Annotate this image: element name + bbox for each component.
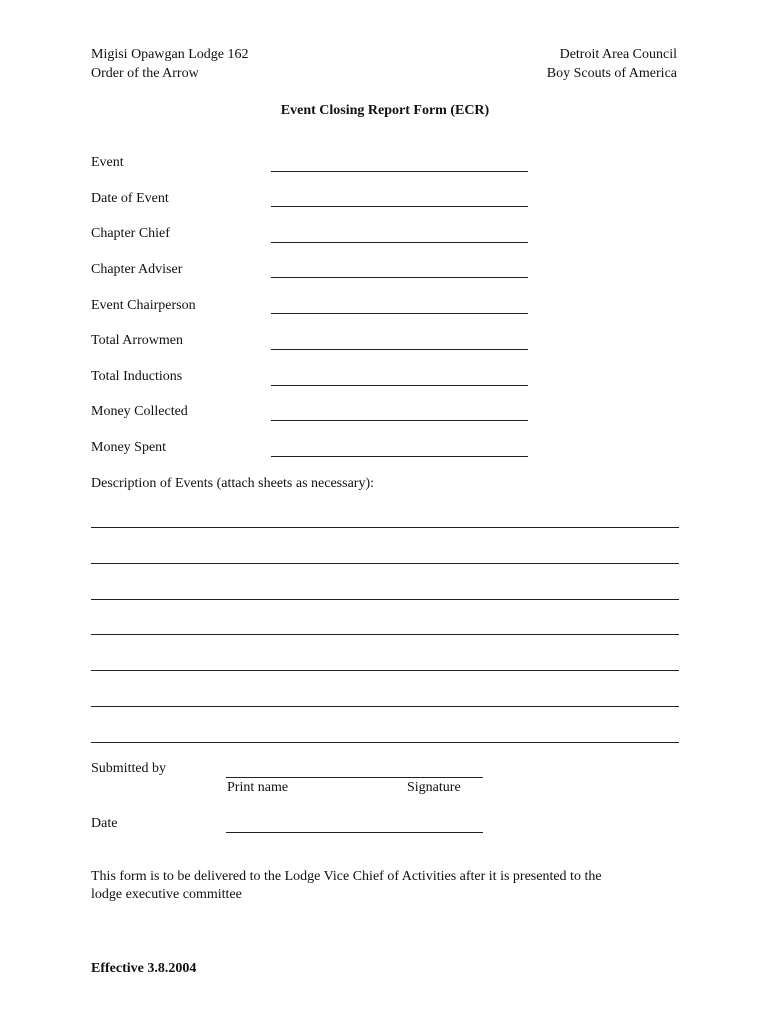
field-label-money-spent: Money Spent [91, 440, 167, 455]
form-title: Event Closing Report Form (ECR) [280, 103, 490, 118]
field-line-money-collected[interactable] [271, 420, 528, 421]
submitted-by-line[interactable] [226, 777, 483, 778]
lodge-name: Migisi Opawgan Lodge 162 [91, 47, 249, 62]
field-label-date-of-event: Date of Event [91, 191, 169, 206]
field-line-date-of-event[interactable] [271, 206, 528, 207]
signature-caption: Signature [407, 780, 461, 795]
date-line[interactable] [226, 832, 483, 833]
field-label-chapter-adviser: Chapter Adviser [91, 262, 183, 277]
print-name-caption: Print name [227, 780, 289, 795]
field-label-total-inductions: Total Inductions [91, 369, 183, 384]
scouts-name: Boy Scouts of America [546, 66, 677, 81]
field-line-event[interactable] [271, 171, 528, 172]
description-line[interactable] [91, 742, 679, 743]
field-line-chapter-adviser[interactable] [271, 277, 528, 278]
effective-date: Effective 3.8.2004 [91, 961, 197, 976]
description-line[interactable] [91, 706, 679, 707]
delivery-note-line2: lodge executive committee [91, 887, 242, 902]
field-label-total-arrowmen: Total Arrowmen [91, 333, 183, 348]
description-line[interactable] [91, 634, 679, 635]
field-label-event: Event [91, 155, 124, 170]
field-label-money-collected: Money Collected [91, 404, 188, 419]
submitted-by-label: Submitted by [91, 761, 167, 776]
description-label: Description of Events (attach sheets as necessary): [91, 476, 375, 491]
description-line[interactable] [91, 599, 679, 600]
field-label-event-chairperson: Event Chairperson [91, 298, 196, 313]
council-name: Detroit Area Council [559, 47, 677, 62]
field-line-money-spent[interactable] [271, 456, 528, 457]
date-label: Date [91, 816, 118, 831]
field-line-chapter-chief[interactable] [271, 242, 528, 243]
description-line[interactable] [91, 563, 679, 564]
field-label-chapter-chief: Chapter Chief [91, 226, 170, 241]
description-line[interactable] [91, 670, 679, 671]
description-line[interactable] [91, 527, 679, 528]
field-line-total-inductions[interactable] [271, 385, 528, 386]
field-line-total-arrowmen[interactable] [271, 349, 528, 350]
field-line-event-chairperson[interactable] [271, 313, 528, 314]
delivery-note-line1: This form is to be delivered to the Lodge Vice Chief of Activities after it is presented to the [91, 869, 602, 884]
organization-name: Order of the Arrow [91, 66, 199, 81]
